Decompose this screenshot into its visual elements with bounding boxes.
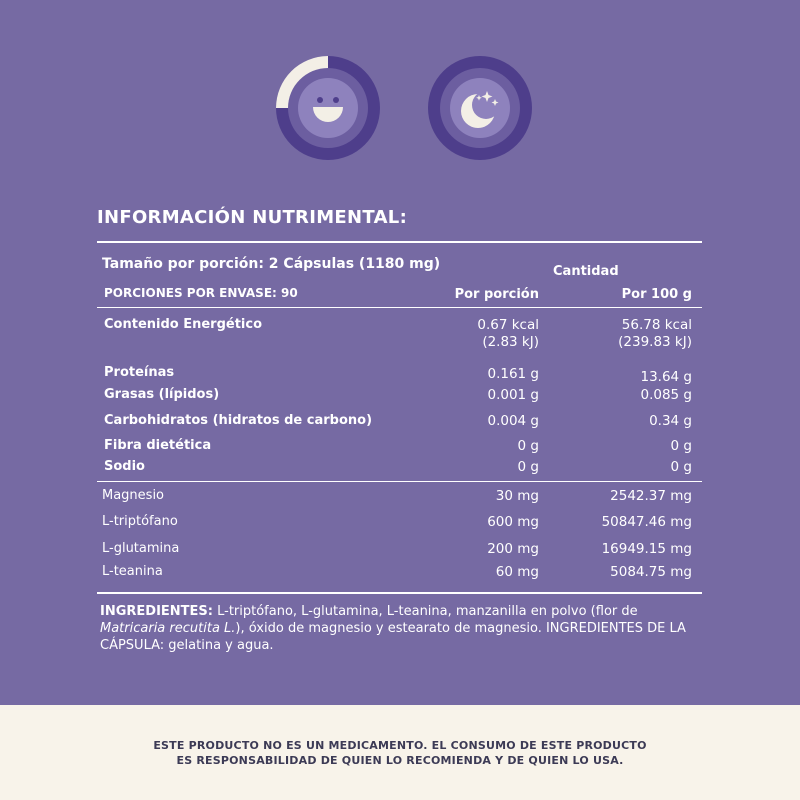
ingredients-text-b: ), óxido de magnesio y estearato de magnesio. INGREDIENTES DE LA CÁPSULA: gelatina y agua.: [100, 621, 686, 653]
col-header-per-serving: Por porción: [454, 287, 539, 302]
active-per-serving: 200 mg: [487, 541, 539, 557]
nutrient-per-100g: 0 g: [670, 438, 692, 454]
divider-actives: [97, 481, 702, 482]
active-per-serving: 600 mg: [487, 514, 539, 530]
nutrient-per-serving: 0 g: [517, 438, 539, 454]
active-per-100g: 2542.37 mg: [610, 488, 692, 504]
ingredients: [100, 603, 705, 654]
disclaimer-line-2: ES RESPONSABILIDAD DE QUIEN LO RECOMIENDA Y DE QUIEN LO USA.: [176, 754, 624, 767]
ingredients-text-a: L-triptófano, L-glutamina, L-teanina, manzanilla en polvo (flor de: [212, 604, 638, 619]
energy-label: Contenido Energético: [104, 317, 263, 332]
active-per-serving: 60 mg: [495, 564, 539, 580]
nutrient-per-serving: 0 g: [517, 459, 539, 475]
active-label: L-glutamina: [102, 541, 180, 556]
moon-stars-icon: [427, 55, 533, 161]
nutrient-per-100g: 0.085 g: [640, 387, 692, 403]
ingredients-heading: INGREDIENTES:: [100, 604, 213, 619]
active-label: Magnesio: [102, 488, 165, 503]
active-label: L-triptófano: [102, 514, 178, 529]
ingredients-italic: Matricaria recutita L.: [100, 621, 236, 636]
active-per-100g: 16949.15 mg: [601, 541, 692, 557]
active-per-serving: 30 mg: [495, 488, 539, 504]
divider-top: [97, 241, 702, 243]
amount-header: Cantidad: [553, 264, 619, 279]
divider-bottom: [97, 592, 702, 594]
nutrient-label: Grasas (lípidos): [104, 387, 220, 402]
nutrient-label: Fibra dietética: [104, 438, 212, 453]
servings-per-container: PORCIONES POR ENVASE: 90: [104, 286, 298, 300]
nutrient-per-100g: 13.64 g: [640, 369, 692, 385]
nutrient-label: Proteínas: [104, 365, 175, 380]
nutrient-label: Carbohidratos (hidratos de carbono): [104, 413, 373, 428]
nutrient-per-100g: 0.34 g: [649, 413, 692, 429]
nutrient-label: Sodio: [104, 459, 145, 474]
active-per-100g: 50847.46 mg: [601, 514, 692, 530]
page-title: INFORMACIÓN NUTRIMENTAL:: [97, 207, 408, 228]
energy-per-100g-kcal: 56.78 kcal: [621, 317, 692, 333]
active-label: L-teanina: [102, 564, 163, 579]
energy-per-100g-kj: (239.83 kJ): [618, 334, 692, 350]
energy-per-serving-kcal: 0.67 kcal: [477, 317, 539, 333]
nutrient-per-100g: 0 g: [670, 459, 692, 475]
energy-per-serving-kj: (2.83 kJ): [482, 334, 539, 350]
serving-size: Tamaño por porción: 2 Cápsulas (1180 mg): [102, 256, 441, 272]
nutrient-per-serving: 0.004 g: [487, 413, 539, 429]
col-header-per-100g: Por 100 g: [621, 287, 692, 302]
nutrient-per-serving: 0.161 g: [487, 366, 539, 382]
smiley-icon: [275, 55, 381, 161]
disclaimer-line-1: ESTE PRODUCTO NO ES UN MEDICAMENTO. EL CONSUMO DE ESTE PRODUCTO: [153, 739, 647, 752]
nutrient-per-serving: 0.001 g: [487, 387, 539, 403]
active-per-100g: 5084.75 mg: [610, 564, 692, 580]
disclaimer: [0, 738, 800, 768]
divider-header: [97, 307, 702, 308]
